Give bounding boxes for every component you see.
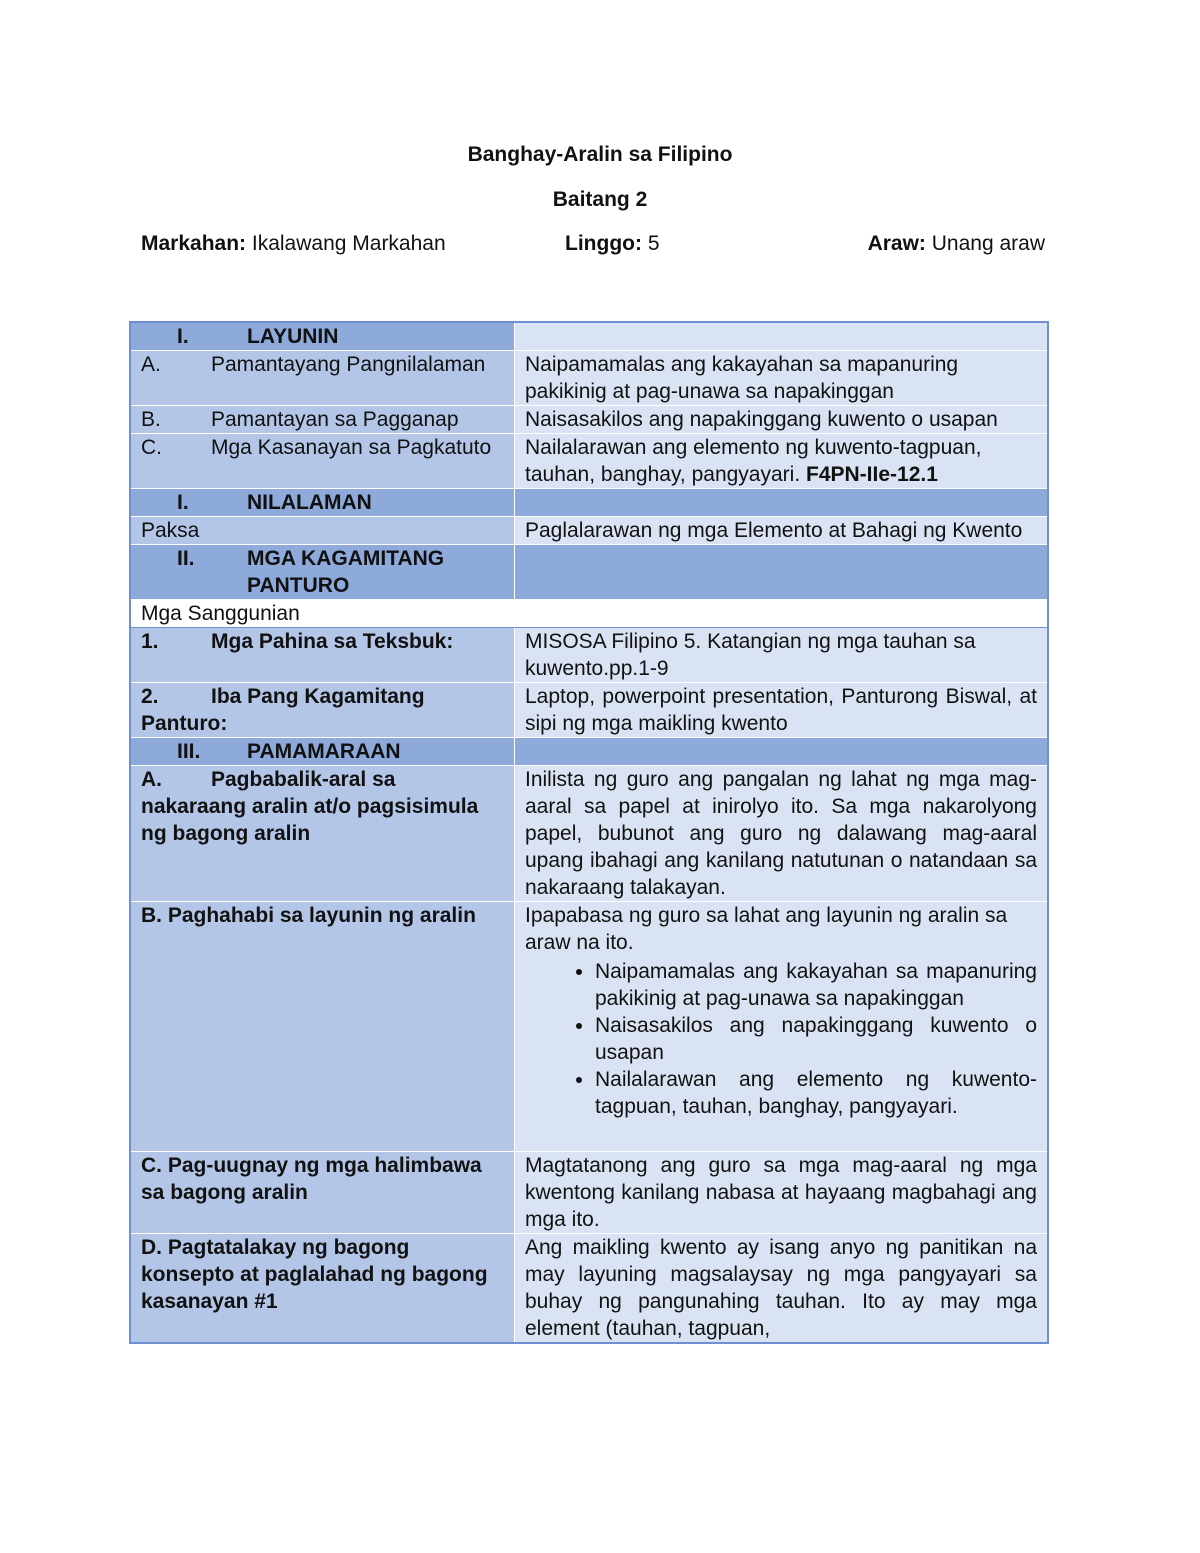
objectives-list: [525, 958, 1037, 1120]
day-value: Unang araw: [931, 232, 1045, 255]
row-label: Mga Kasanayan sa Pagkatuto: [211, 436, 492, 459]
row-label: Pamantayan sa Pagganap: [211, 408, 459, 431]
day: [868, 232, 1045, 256]
table-row: [130, 517, 1048, 545]
page-title: Banghay-Aralin sa Filipino: [467, 143, 733, 166]
row-value: MISOSA Filipino 5. Katangian ng mga tauhan sa kuwento.pp.1-9: [515, 628, 1049, 683]
quarter-value: Ikalawang Markahan: [251, 232, 446, 255]
section-heading: LAYUNIN: [247, 325, 339, 348]
row-label: Mga Pahina sa Teksbuk:: [211, 630, 454, 653]
row-label: Paksa: [130, 517, 515, 545]
day-label: Araw:: [867, 232, 926, 255]
row-value: Nailalarawan ang elemento ng kuwento-tagpuan, tauhan, banghay, pangyayari.: [525, 436, 982, 486]
section-kagamitan: [130, 545, 1048, 600]
grade-level: Baitang 2: [552, 188, 648, 211]
section-heading: PAMAMARAAN: [247, 740, 401, 763]
table-row: [130, 1152, 1048, 1234]
table-row: B. Pamantayan sa Pagganap Naisasakilos ang napakinggang kuwento o usapan: [130, 406, 1048, 434]
table-row: [130, 1234, 1048, 1344]
row-label: B. Paghahabi sa layunin ng aralin: [130, 902, 515, 1152]
table-row: 1. Mga Pahina sa Teksbuk: MISOSA Filipino 5. Katangian ng mga tauhan sa kuwento.pp.1-9: [130, 628, 1048, 683]
section-number: II.: [177, 547, 195, 570]
lesson-plan-table: [129, 321, 1049, 1344]
week-value: 5: [647, 232, 660, 255]
week: [565, 232, 660, 256]
list-item: • Nailalarawan ang elemento ng kuwento- tagpuan, tauhan, banghay, pangyayari.: [595, 1066, 1037, 1120]
section-layunin: [130, 322, 1048, 351]
row-value: Naisasakilos ang napakinggang kuwento o usapan: [515, 406, 1049, 434]
section-pamamaraan: [130, 738, 1048, 766]
row-value: Naipamamalas ang kakayahan sa mapanuring pakikinig at pag-unawa sa napakinggan: [515, 351, 1049, 406]
section-number: I.: [177, 491, 189, 514]
quarter-label: Markahan:: [141, 232, 247, 255]
row-value: Ang maikling kwento ay isang anyo ng panitikan na may layuning magsalaysay ng mga pangyayari sa buhay ng pangunahing tauhan. Ito ay may mga element (tauhan, tagpuan,: [515, 1234, 1049, 1344]
row-value: Inilista ng guro ang pangalan ng lahat ng mga mag-aaral sa papel at inirolyo ito. Sa mga nakarolyong papel, bubunot ang guro ng dalawang mag-aaral upang ibahagi ang kanilang natutunan o natandaan sa nakaraang talakayan.: [515, 766, 1049, 902]
sanggunian-label: Mga Sanggunian: [130, 600, 1048, 628]
table-row: [130, 600, 1048, 628]
section-heading: NILALAMAN: [247, 491, 372, 514]
table-row: C. Mga Kasanayan sa Pagkatuto Nailalarawan ang elemento ng kuwento-tagpuan, tauhan, banghay, pangyayari. F4PN-IIe-12.1: [130, 434, 1048, 489]
section-nilalaman: [130, 489, 1048, 517]
row-value: Magtatanong ang guro sa mga mag-aaral ng mga kwentong kanilang nabasa at hayaang magbahagi ang mga ito.: [515, 1152, 1049, 1234]
row-value: Laptop, powerpoint presentation, Panturong Biswal, at sipi ng mga maikling kwento: [515, 683, 1049, 738]
table-row: A. Pamantayang Pangnilalaman Naipamamalas ang kakayahan sa mapanuring pakikinig at pag-unawa sa napakinggan: [130, 351, 1048, 406]
row-value: Paglalarawan ng mga Elemento at Bahagi ng Kwento: [515, 517, 1049, 545]
row-label: Iba Pang Kagamitang Panturo:: [141, 685, 425, 735]
competency-code: F4PN-IIe-12.1: [806, 463, 938, 486]
section-number: III.: [177, 740, 201, 763]
table-row: [130, 902, 1048, 1152]
table-row: A. Pagbabalik-aral sa nakaraang aralin at/o pagsisimula ng bagong aralin Inilista ng guro ang pangalan ng lahat ng mga mag-aaral sa papel at inirolyo ito. Sa mga nakarolyong papel, bubunot ang guro ng dalawang mag-aaral upang ibahagi ang kanilang natutunan o natandaan sa nakaraang talakayan.: [130, 766, 1048, 902]
row-label: C. Pag-uugnay ng mga halimbawa sa bagong aralin: [130, 1152, 515, 1234]
section-number: I.: [177, 325, 189, 348]
row-label: D. Pagtatalakay ng bagong konsepto at paglalahad ng bagong kasanayan #1: [130, 1234, 515, 1344]
row-value: Ipapabasa ng guro sa lahat ang layunin ng aralin sa araw na ito.: [525, 904, 1008, 954]
list-item: • Naipamamalas ang kakayahan sa mapanuring pakikinig at pag-unawa sa napakinggan: [595, 958, 1037, 1012]
row-label: Pagbabalik-aral sa nakaraang aralin at/o pagsisimula ng bagong aralin: [141, 768, 479, 845]
list-item: • Naisasakilos ang napakinggang kuwento o usapan: [595, 1012, 1037, 1066]
row-label: Pamantayang Pangnilalaman: [211, 353, 486, 376]
section-heading: MGA KAGAMITANG PANTURO: [247, 547, 445, 597]
table-row: 2. Iba Pang Kagamitang Panturo: Laptop, powerpoint presentation, Panturong Biswal, at sipi ng mga maikling kwento: [130, 683, 1048, 738]
quarter: [141, 232, 446, 256]
week-label: Linggo:: [565, 232, 642, 255]
